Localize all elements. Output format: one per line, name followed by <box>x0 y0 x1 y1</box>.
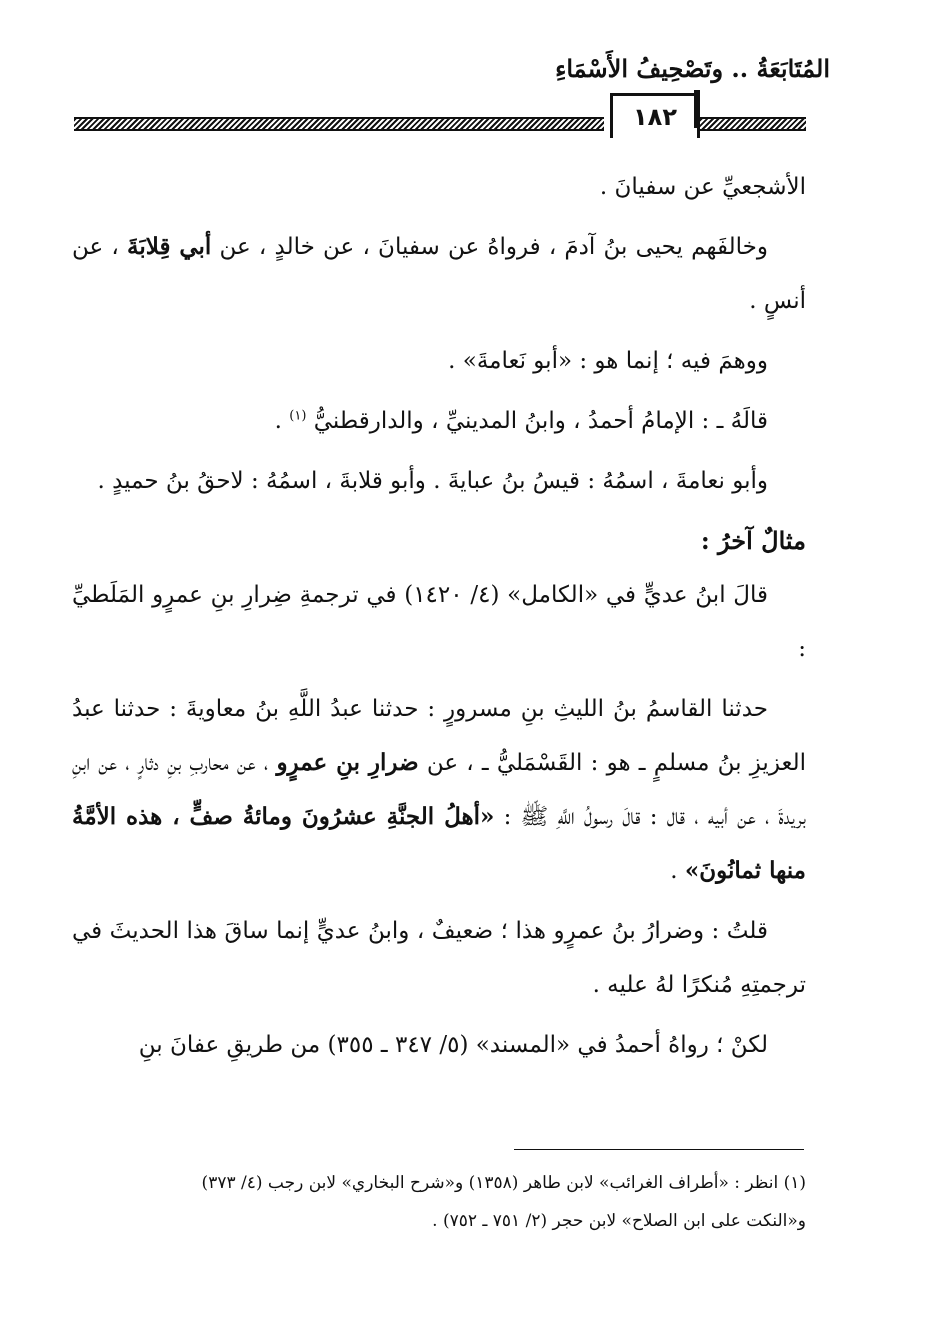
paragraph-5: وأبو نعامةَ ، اسمُهُ : قيسُ بنُ عبايةَ . وأبو قلابةَ ، اسمُهُ : لاحقُ بنُ حميدٍ . <box>97 468 768 494</box>
paragraph-1: الأشجعيِّ عن سفيانَ . <box>599 174 806 200</box>
paragraph-4-text: قالَهُ ـ : الإمامُ أحمدُ ، وابنُ المدينيِّ ، والدارقطنيُّ <box>313 408 768 434</box>
paragraph-2-end: ، عن أنسٍ . <box>72 234 806 314</box>
header-rule-left <box>74 117 604 131</box>
paragraph-7-text-2: ، عن محاربِ بنِ دثارٍ ، عن ابنِ بريدةَ ، عن أبيه ، قال : قالَ رسولُ اللَّهِ ﷺ : <box>72 750 806 830</box>
running-title: المُتَابَعَةُ .. وتَصْحِيفُ الأَسْمَاءِ <box>555 54 830 83</box>
paragraph-7 <box>72 682 806 898</box>
footnote-separator <box>514 1149 804 1150</box>
footnote-block <box>72 1164 806 1240</box>
paragraph-7-text: حدثنا القاسمُ بنُ الليثِ بنِ مسرورٍ : حدثنا عبدُ اللَّهِ بنُ معاويةَ : حدثنا عبدُ العزيزِ بنُ مسلمٍ ـ هو : القَسْمَليُّ ـ ، عن <box>72 696 807 776</box>
paragraph-2-text: وخالفَهم يحيى بنُ آدمَ ، فرواهُ عن سفيانَ ، عن خالدٍ ، عن <box>219 234 768 260</box>
paragraph-3: ووهمَ فيه ؛ إنما هو : «أبو نَعامةَ» . <box>448 348 768 374</box>
paragraph-8: قلتُ : وضرارُ بنُ عمرٍو هذا ؛ ضعيفٌ ، وابنُ عديٍّ إنما ساقَ هذا الحديثَ في ترجمتِهِ مُنكرًا لهُ عليه . <box>72 918 806 998</box>
footnote-line-1: (١) انظر : «أطراف الغرائب» لابن طاهر (١٣٥٨) و«شرح البخاري» لابن رجب (٤/ ٣٧٣) <box>201 1173 806 1193</box>
paragraph-2 <box>72 220 806 328</box>
paragraph-4 <box>72 394 806 448</box>
paragraph-4-end: . <box>274 408 282 434</box>
paragraph-7-end: . <box>670 858 678 884</box>
section-heading: مثالٌ آخرُ : <box>700 526 806 555</box>
page-number: ١٨٢ <box>610 93 700 138</box>
paragraph-6: قالَ ابنُ عديٍّ في «الكامل» (٤/ ١٤٢٠) في ترجمةِ ضِرارِ بنِ عمرٍو المَلَطيِّ : <box>72 582 806 662</box>
header-rule-right <box>700 117 806 131</box>
body-text <box>72 160 806 1078</box>
bold-name-abu-qilaba: أبي قِلابَةَ <box>127 233 212 260</box>
footnote-marker: (١) <box>289 408 307 424</box>
paragraph-9: لكنْ ؛ رواهُ أحمدُ في «المسند» (٥/ ٣٤٧ ـ ٣٥٥) من طريقِ عفانَ بنِ <box>138 1032 768 1058</box>
hadith-quote: «أهلُ الجنَّةِ عشرُونَ ومائةُ صفٍّ ، هذه الأمَّةُ منها ثمانُونَ» <box>72 803 806 884</box>
footnote-line-2: و«النكت على ابن الصلاح» لابن حجر (٢/ ٧٥١ ـ ٧٥٢) . <box>432 1211 806 1231</box>
bold-name-dirar: ضرارِ بنِ عمرٍو <box>276 749 419 776</box>
